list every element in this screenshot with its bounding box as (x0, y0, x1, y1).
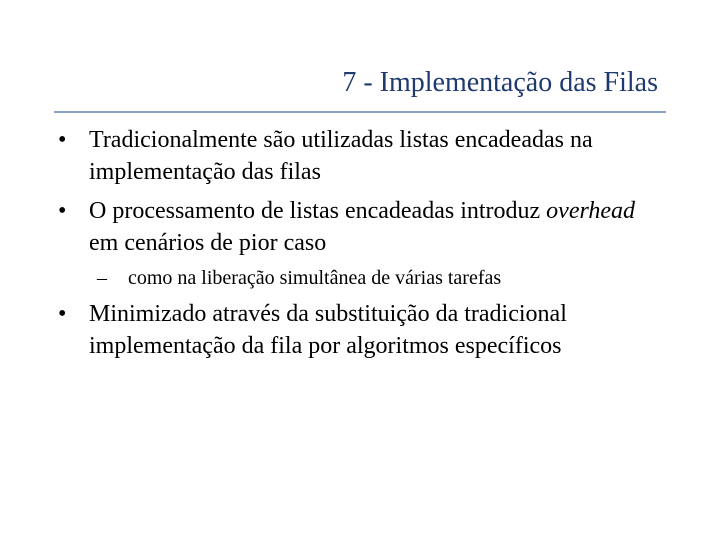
bullet-text: Minimizado através da substituição da tradicional implementação da fila por algoritmos específicos (89, 301, 567, 359)
bullet-marker: • (58, 301, 67, 327)
bullet-item (58, 298, 668, 362)
sub-bullet-item (97, 265, 668, 291)
bullet-item (58, 124, 668, 188)
slide-title: 7 - Implementação das Filas (342, 67, 658, 98)
bullet-item (58, 195, 668, 291)
bullet-marker: • (58, 127, 67, 153)
bullet-list (58, 124, 668, 362)
sub-bullet-list (89, 265, 668, 291)
bullet-text: Tradicionalmente são utilizadas listas encadeadas na implementação das filas (89, 127, 593, 185)
bullet-marker: • (58, 198, 67, 224)
bullet-text (89, 198, 635, 256)
bullet-text-before: O processamento de listas encadeadas introduz (89, 198, 547, 224)
title-divider (54, 111, 666, 113)
sub-bullet-text: como na liberação simultânea de várias tarefas (128, 267, 502, 289)
sub-bullet-marker: – (97, 267, 107, 289)
bullet-text-italic: overhead (546, 198, 636, 224)
bullet-text-after: em cenários de pior caso (89, 230, 327, 256)
